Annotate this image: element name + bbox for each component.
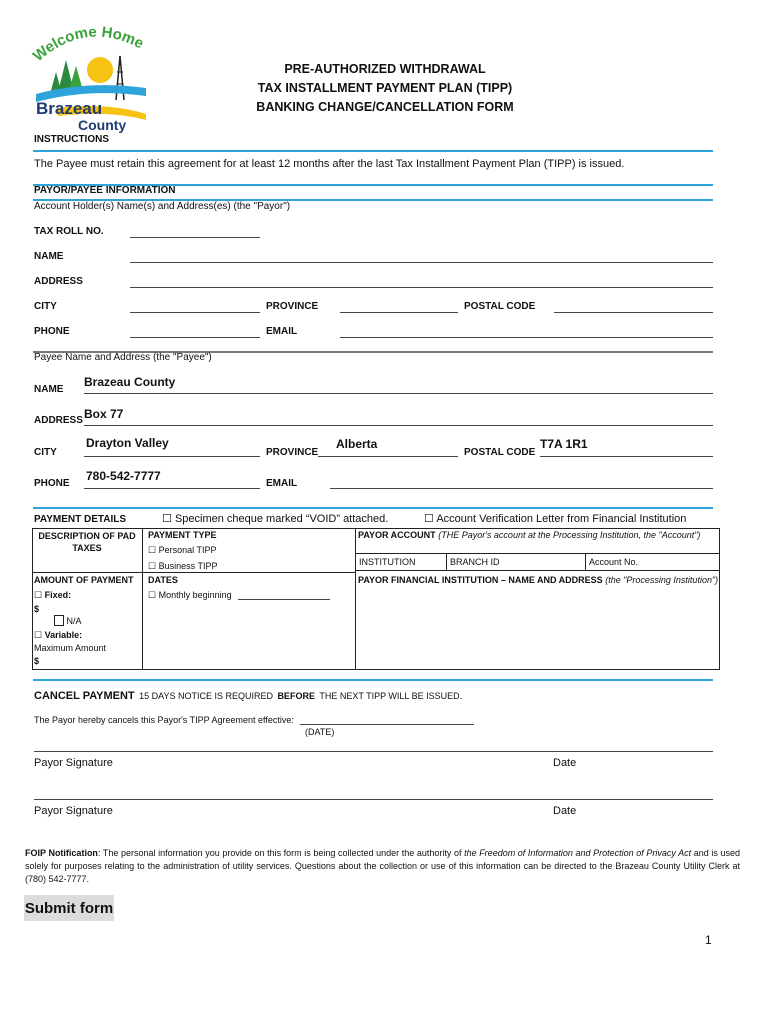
payee-email-field[interactable] <box>330 488 713 489</box>
payee-subheading: Payee Name and Address (the "Payee") <box>34 352 212 363</box>
cheque-checkbox[interactable]: ☐ <box>162 513 172 525</box>
payor-signature-line-1[interactable] <box>34 751 713 752</box>
payor-account-header-italic: (THE Payor's account at the Processing Institution, the "Account") <box>438 530 701 540</box>
payor-email-label: EMAIL <box>266 326 298 337</box>
payor-province-label: PROVINCE <box>266 301 319 312</box>
monthly-checkbox[interactable]: ☐ <box>148 590 157 600</box>
type-personal-label: Personal TIPP <box>158 545 217 555</box>
payor-name-field[interactable] <box>130 262 713 263</box>
table-row-divider-left <box>32 572 356 573</box>
monthly-date-field[interactable] <box>238 599 330 600</box>
business-checkbox[interactable]: ☐ <box>148 561 157 571</box>
instructions-heading: INSTRUCTIONS <box>34 134 109 145</box>
payee-city-value[interactable]: Drayton Valley <box>86 436 169 450</box>
variable-checkbox[interactable]: ☐ <box>34 630 43 640</box>
cancel-notice-post: THE NEXT TIPP WILL BE ISSUED. <box>319 691 463 701</box>
payor-city-label: CITY <box>34 301 57 312</box>
payor-account-header-bold: PAYOR ACCOUNT <box>358 530 436 540</box>
fixed-checkbox[interactable]: ☐ <box>34 590 43 600</box>
foip-label: FOIP Notification <box>25 848 98 858</box>
payor-heading: PAYOR/PAYEE INFORMATION <box>34 185 176 196</box>
account-no-label: Account No. <box>589 557 639 567</box>
cancel-heading: CANCEL PAYMENT <box>34 690 135 702</box>
type-personal-option[interactable] <box>148 545 216 556</box>
title-line-2: TAX INSTALLMENT PAYMENT PLAN (TIPP) <box>257 81 513 95</box>
payee-city-field <box>84 456 260 457</box>
payee-postal-value[interactable]: T7A 1R1 <box>540 437 588 451</box>
payor-address-field[interactable] <box>130 287 713 288</box>
table-inst-row-bottom <box>355 570 719 571</box>
amount-header: AMOUNT OF PAYMENT <box>34 575 134 585</box>
payor-signature-label-2: Payor Signature <box>34 805 113 817</box>
fin-inst-header-bold: PAYOR FINANCIAL INSTITUTION – NAME AND ADDRESS <box>358 575 603 585</box>
title-line-3: BANKING CHANGE/CANCELLATION FORM <box>256 100 514 114</box>
monthly-option[interactable] <box>148 590 232 601</box>
payee-province-field <box>318 456 458 457</box>
foip-text-post: and is used solely for purposes relating to the administration of utility services. Questions about the collection or use of this information can be directed to the Brazeau County Utility Clerk at (780) 542-7777. <box>25 848 740 884</box>
payor-signature-label-1: Payor Signature <box>34 757 113 769</box>
cancel-heading-line <box>34 686 462 704</box>
desc-header <box>32 530 142 554</box>
cancel-notice-pre: 15 DAYS NOTICE IS REQUIRED <box>139 691 273 701</box>
foip-text-pre: : The personal information you provide on this form is being collected under the authority of <box>97 848 465 858</box>
payor-account-header <box>358 530 700 540</box>
table-col-divider-2 <box>355 528 356 669</box>
variable-option[interactable] <box>34 630 82 641</box>
signature-date-label-1: Date <box>553 757 577 769</box>
branch-label: BRANCH ID <box>450 557 500 567</box>
desc-header-line-1: DESCRIPTION OF PAD <box>38 531 136 541</box>
payor-subheading: Account Holder(s) Name(s) and Address(es) (the "Payor") <box>34 201 291 212</box>
svg-text:Brazeau: Brazeau <box>36 99 103 118</box>
na-option[interactable] <box>54 615 82 626</box>
fixed-label: Fixed: <box>44 590 72 600</box>
svg-text:Welcome Home: Welcome Home <box>29 23 147 65</box>
instructions-rule <box>33 150 713 152</box>
payor-phone-label: PHONE <box>34 326 70 337</box>
payee-email-label: EMAIL <box>266 478 298 489</box>
payee-province-value[interactable]: Alberta <box>336 437 378 451</box>
payor-province-field[interactable] <box>340 312 458 313</box>
payor-city-field[interactable] <box>130 312 260 313</box>
signature-date-label-2: Date <box>553 805 577 817</box>
payee-name-field <box>84 393 713 394</box>
payment-type-header: PAYMENT TYPE <box>148 530 217 540</box>
foip-act-name: the Freedom of Information and Protection of Privacy Act <box>464 848 692 858</box>
submit-form-button[interactable]: Submit form <box>24 895 114 921</box>
payee-phone-value[interactable]: 780-542-7777 <box>86 469 161 483</box>
payee-postal-label: POSTAL CODE <box>464 447 536 458</box>
payor-name-label: NAME <box>34 251 64 262</box>
title-line-1: PRE-AUTHORIZED WITHDRAWAL <box>284 62 486 76</box>
table-col-divider-1 <box>142 528 143 669</box>
personal-checkbox[interactable]: ☐ <box>148 545 157 555</box>
dates-header: DATES <box>148 575 178 585</box>
payor-postal-label: POSTAL CODE <box>464 301 536 312</box>
payor-tax-roll-field[interactable] <box>130 237 260 238</box>
letter-option[interactable] <box>424 512 686 525</box>
payee-city-label: CITY <box>34 447 57 458</box>
payor-signature-line-2[interactable] <box>34 799 713 800</box>
cancel-date-label: (DATE) <box>305 727 335 737</box>
payee-name-label: NAME <box>34 384 64 395</box>
cheque-option[interactable] <box>162 512 388 525</box>
max-amount-label: Maximum Amount <box>34 643 107 653</box>
payee-name-value[interactable]: Brazeau County <box>84 375 176 389</box>
payor-address-label: ADDRESS <box>34 276 83 287</box>
payor-tax-roll-label: TAX ROLL NO. <box>34 226 104 237</box>
table-inst-row-top <box>355 553 719 554</box>
cancel-rule <box>33 679 713 681</box>
payee-phone-label: PHONE <box>34 478 70 489</box>
table-inst-divider-1 <box>446 553 447 570</box>
page-number: 1 <box>705 933 712 947</box>
na-label: N/A <box>66 616 82 626</box>
payee-province-label: PROVINCE <box>266 447 319 458</box>
payor-phone-field[interactable] <box>130 337 260 338</box>
payor-email-field[interactable] <box>340 337 713 338</box>
payment-heading: PAYMENT DETAILS <box>34 514 127 525</box>
cancel-effective-date-field[interactable] <box>300 724 474 725</box>
payor-postal-field[interactable] <box>554 312 713 313</box>
desc-header-line-2: TAXES <box>72 543 102 553</box>
foip-notification <box>25 847 740 886</box>
payee-phone-field <box>84 488 260 489</box>
type-business-option[interactable] <box>148 561 217 572</box>
cancel-notice-bold: BEFORE <box>277 691 315 701</box>
fin-inst-header-italic: (the "Processing Institution") <box>605 575 719 585</box>
payee-address-value[interactable]: Box 77 <box>84 407 124 421</box>
cancel-effective-text: The Payor hereby cancels this Payor's TIPP Agreement effective: <box>34 715 294 725</box>
type-business-label: Business TIPP <box>158 561 218 571</box>
na-checkbox[interactable] <box>54 615 64 626</box>
payment-rule-top <box>33 507 713 509</box>
form-title <box>0 60 770 117</box>
svg-text:County: County <box>78 117 127 133</box>
fixed-option[interactable] <box>34 590 71 601</box>
payee-postal-field <box>540 456 713 457</box>
fin-inst-header <box>358 575 718 585</box>
letter-checkbox[interactable]: ☐ <box>424 513 434 525</box>
payee-address-field <box>84 425 713 426</box>
variable-label: Variable: <box>44 630 83 640</box>
table-inst-divider-2 <box>585 553 586 570</box>
variable-dollar: $ <box>34 656 40 666</box>
institution-label: INSTITUTION <box>359 557 416 567</box>
cheque-option-label: Specimen cheque marked “VOID” attached. <box>174 513 389 525</box>
monthly-label: Monthly beginning <box>158 590 232 600</box>
instructions-text: The Payee must retain this agreement for at least 12 months after the last Tax Installment Payment Plan (TIPP) is issued. <box>34 158 625 170</box>
payee-address-label: ADDRESS <box>34 415 83 426</box>
fixed-dollar: $ <box>34 604 40 614</box>
letter-option-label: Account Verification Letter from Financial Institution <box>436 513 687 525</box>
